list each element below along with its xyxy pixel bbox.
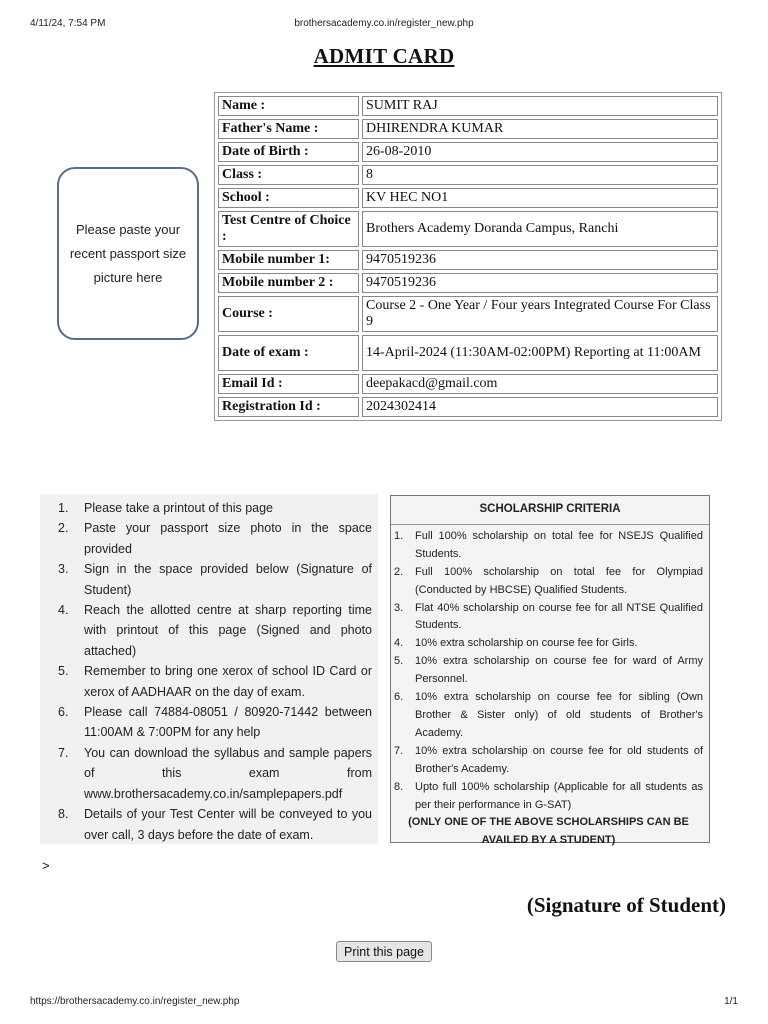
item-text: 10% extra scholarship on course fee for Girls. [415, 637, 638, 650]
item-text: Please call 74884-08051 / 80920-71442 between 11:00AM & 7:00PM for any help [84, 705, 372, 740]
item-text: 10% extra scholarship on course fee for old students of Brother's Academy. [415, 744, 703, 775]
print-page-button[interactable]: Print this page [336, 941, 432, 962]
table-row [218, 142, 718, 162]
list-item [394, 635, 703, 653]
stray-text: > [42, 858, 50, 873]
table-row [218, 296, 718, 332]
scholarship-panel [390, 495, 710, 847]
table-row [218, 211, 718, 247]
list-item [44, 702, 372, 743]
course-value: Course 2 - One Year / Four years Integrated Course For Class 9 [362, 296, 718, 332]
signature-label: (Signature of Student) [526, 893, 726, 917]
item-number: 2. [58, 521, 69, 536]
table-row [218, 397, 718, 417]
list-item [394, 528, 703, 564]
item-number: 7. [58, 745, 69, 760]
scholarship-note: (ONLY ONE OF THE ABOVE SCHOLARSHIPS CAN BE AVAILED BY A STUDENT) [408, 816, 689, 847]
print-page-count: 1/1 [724, 996, 738, 1007]
school-value: KV HEC NO1 [362, 188, 718, 208]
page-title: ADMIT CARD [313, 44, 455, 68]
class-value: 8 [362, 165, 718, 185]
item-number: 2. [394, 565, 404, 578]
item-number: 7. [394, 744, 404, 757]
item-number: 4. [394, 637, 404, 650]
instructions-panel [40, 494, 378, 844]
print-url: https://brothersacademy.co.in/register_new.php [30, 996, 240, 1007]
mobile-2-label: Mobile number 2 : [218, 273, 359, 293]
registration-id-label: Registration Id : [218, 397, 359, 417]
email-value: deepakacd@gmail.com [362, 374, 718, 394]
print-datetime: 4/11/24, 7:54 PM [30, 18, 106, 29]
item-text: Sign in the space provided below (Signature of Student) [84, 562, 372, 597]
table-row [218, 273, 718, 293]
name-label: Name : [218, 96, 359, 116]
item-number: 8. [394, 780, 404, 793]
test-centre-value: Brothers Academy Doranda Campus, Ranchi [362, 211, 718, 247]
name-value: SUMIT RAJ [362, 96, 718, 116]
item-text: Paste your passport size photo in the space provided [84, 521, 372, 556]
mobile-1-label: Mobile number 1: [218, 250, 359, 270]
list-item [44, 661, 372, 702]
item-number: 4. [58, 603, 69, 618]
table-row [218, 374, 718, 394]
item-text: Flat 40% scholarship on course fee for all NTSE Qualified Students. [415, 601, 703, 632]
registration-id-value: 2024302414 [362, 397, 718, 417]
list-item [44, 743, 372, 804]
item-text: You can download the syllabus and sample papers of this exam from www.brothersacademy.co.in/samplepapers.pdf [84, 745, 372, 801]
photo-placeholder-text: Please paste your recent passport size picture here [69, 221, 187, 285]
list-item [394, 564, 703, 600]
item-number: 8. [58, 807, 69, 822]
dob-label: Date of Birth : [218, 142, 359, 162]
table-row [218, 188, 718, 208]
exam-date-value: 14-April-2024 (11:30AM-02:00PM) Reporting at 11:00AM [362, 335, 718, 371]
item-text: Please take a printout of this page [84, 501, 274, 515]
father-name-value: DHIRENDRA KUMAR [362, 119, 718, 139]
item-number: 5. [394, 655, 404, 668]
table-row [218, 96, 718, 116]
list-item [394, 689, 703, 743]
table-row [218, 335, 718, 371]
father-name-label: Father's Name : [218, 119, 359, 139]
list-item [394, 653, 703, 689]
list-item [44, 804, 372, 845]
list-item [44, 600, 372, 661]
list-item [394, 600, 703, 636]
item-number: 3. [394, 601, 404, 614]
item-number: 6. [58, 705, 69, 720]
item-text: 10% extra scholarship on course fee for ward of Army Personnel. [415, 655, 703, 686]
test-centre-label: Test Centre of Choice : [218, 211, 359, 247]
list-item [394, 779, 703, 815]
email-label: Email Id : [218, 374, 359, 394]
mobile-2-value: 9470519236 [362, 273, 718, 293]
exam-date-label: Date of exam : [218, 335, 359, 371]
table-row [218, 250, 718, 270]
item-number: 3. [58, 562, 69, 577]
item-number: 5. [58, 664, 69, 679]
table-row [218, 119, 718, 139]
admit-details-table [214, 92, 722, 421]
school-label: School : [218, 188, 359, 208]
print-page-title: brothersacademy.co.in/register_new.php [294, 18, 474, 29]
item-text: Full 100% scholarship on total fee for NSEJS Qualified Students. [415, 529, 703, 560]
list-item [44, 498, 372, 518]
table-row [218, 165, 718, 185]
list-item [44, 518, 372, 559]
list-item [394, 743, 703, 779]
item-text: Full 100% scholarship on total fee for Olympiad (Conducted by HBCSE) Qualified Students. [415, 565, 703, 596]
item-number: 1. [58, 501, 69, 515]
scholarship-title: SCHOLARSHIP CRITERIA [391, 496, 709, 525]
item-text: 10% extra scholarship on course fee for sibling (Own Brother & Sister only) of old students of Brother's Academy. [415, 691, 703, 739]
mobile-1-value: 9470519236 [362, 250, 718, 270]
course-label: Course : [218, 296, 359, 332]
item-number: 1. [394, 529, 404, 542]
item-number: 6. [394, 691, 404, 704]
item-text: Reach the allotted centre at sharp reporting time with printout of this page (Signed and photo attached) [84, 603, 372, 658]
scholarship-list [394, 528, 703, 815]
class-label: Class : [218, 165, 359, 185]
item-text: Details of your Test Center will be conveyed to you over call, 3 days before the date of exam. [84, 807, 372, 842]
list-item [44, 559, 372, 600]
instructions-list [44, 498, 372, 845]
dob-value: 26-08-2010 [362, 142, 718, 162]
item-text: Upto full 100% scholarship (Applicable for all students as per their performance in G-SAT) [415, 780, 703, 811]
photo-placeholder [57, 167, 199, 340]
item-text: Remember to bring one xerox of school ID Card or xerox of AADHAAR on the day of exam. [84, 664, 372, 699]
